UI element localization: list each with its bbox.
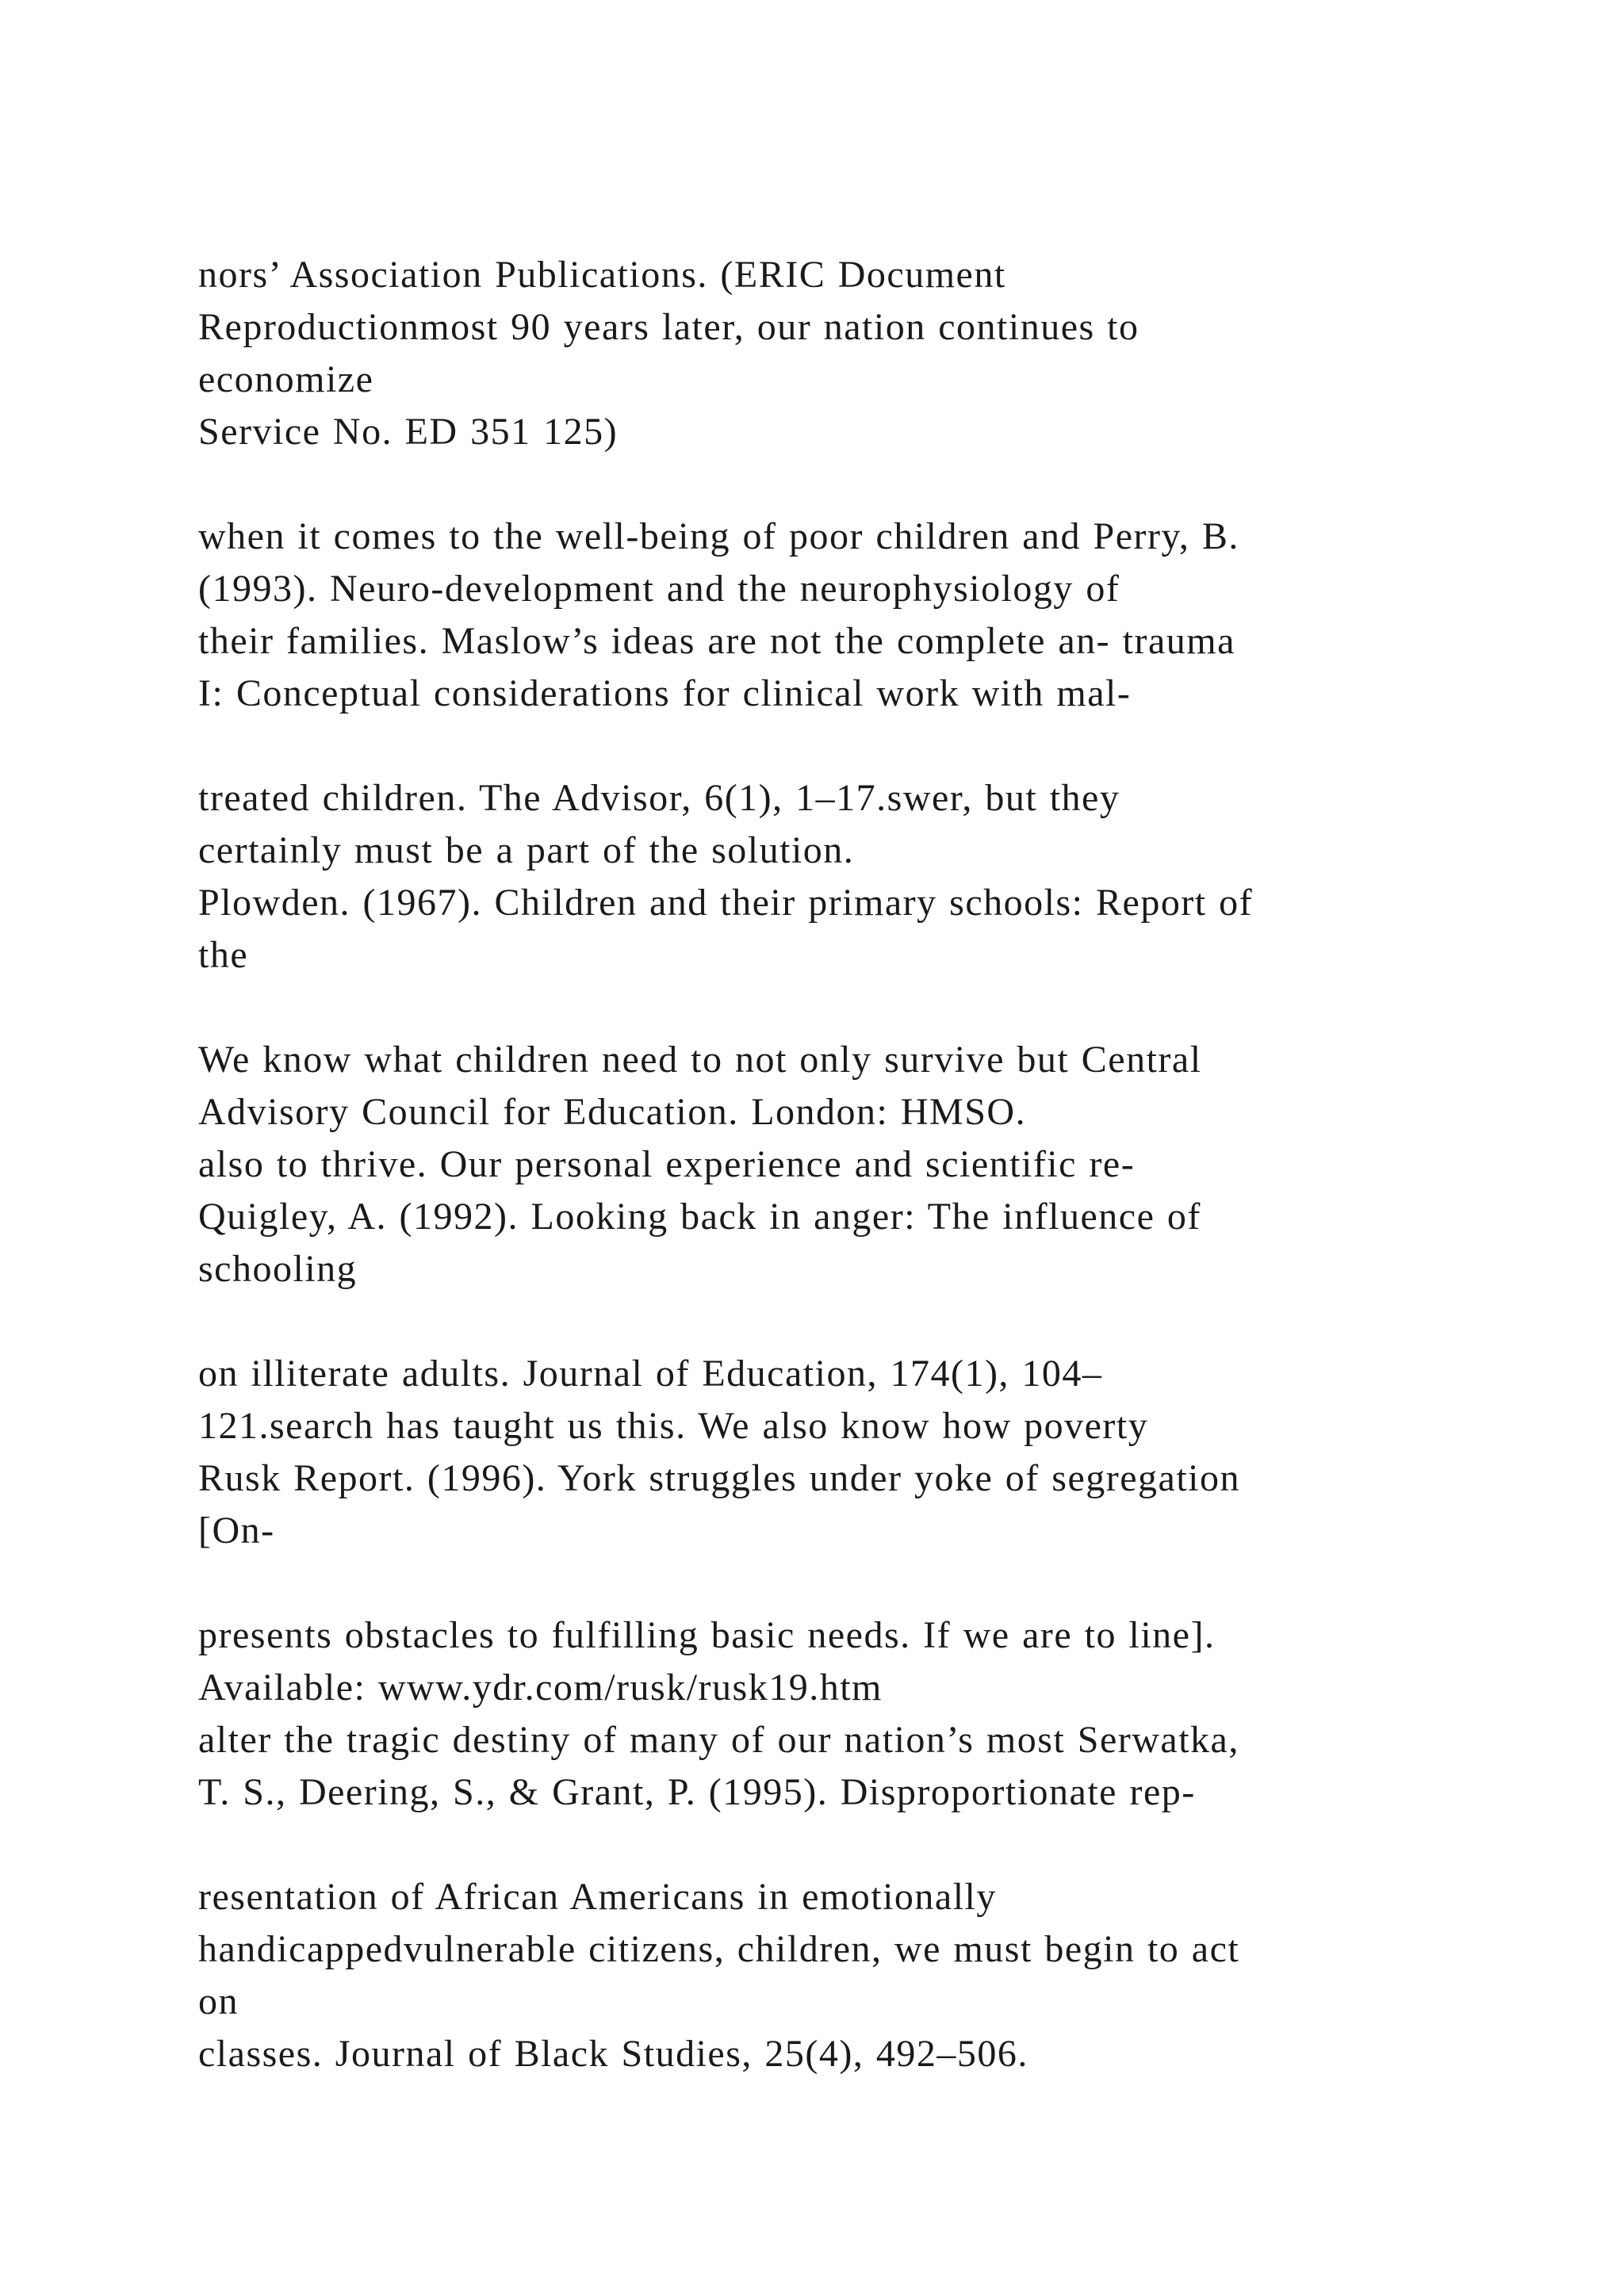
text-line: handicappedvulnerable citizens, children, we must begin to act bbox=[198, 1928, 1240, 1970]
text-line: We know what children need to not only survive but Central bbox=[198, 1039, 1202, 1081]
text-line: when it comes to the well-being of poor children and Perry, B. bbox=[198, 515, 1239, 557]
text-line: Quigley, A. (1992). Looking back in anger: The influence of bbox=[198, 1196, 1201, 1238]
document-body bbox=[198, 249, 1499, 2080]
paragraph bbox=[198, 249, 1499, 458]
text-line: nors’ Association Publications. (ERIC Document bbox=[198, 254, 1006, 296]
text-line: on bbox=[198, 1980, 239, 2022]
text-line: economize bbox=[198, 358, 374, 400]
paragraph bbox=[198, 1609, 1499, 1819]
text-line: resentation of African Americans in emotionally bbox=[198, 1876, 997, 1918]
text-line: treated children. The Advisor, 6(1), 1–17.swer, but they bbox=[198, 777, 1120, 819]
text-line: presents obstacles to fulfilling basic needs. If we are to line]. bbox=[198, 1614, 1216, 1656]
text-line: Available: www.ydr.com/rusk/rusk19.htm bbox=[198, 1667, 883, 1709]
text-line: also to thrive. Our personal experience and scientific re- bbox=[198, 1143, 1136, 1185]
text-line: [On- bbox=[198, 1510, 275, 1552]
paragraph-gap bbox=[198, 458, 1499, 511]
text-line: schooling bbox=[198, 1248, 358, 1290]
text-line: T. S., Deering, S., & Grant, P. (1995). Disproportionate rep- bbox=[198, 1771, 1196, 1813]
text-line: Plowden. (1967). Children and their primary schools: Report of bbox=[198, 882, 1254, 924]
paragraph-gap bbox=[198, 1557, 1499, 1609]
paragraph bbox=[198, 1348, 1499, 1557]
text-line: on illiterate adults. Journal of Education, 174(1), 104– bbox=[198, 1353, 1103, 1395]
paragraph bbox=[198, 1034, 1499, 1295]
paragraph-gap bbox=[198, 1295, 1499, 1348]
text-line: alter the tragic destiny of many of our nation’s most Serwatka, bbox=[198, 1719, 1239, 1761]
text-line: Service No. ED 351 125) bbox=[198, 411, 619, 453]
paragraph bbox=[198, 511, 1499, 720]
text-line: Rusk Report. (1996). York struggles under yoke of segregation bbox=[198, 1457, 1241, 1499]
text-line: (1993). Neuro-development and the neurophysiology of bbox=[198, 568, 1120, 610]
text-line: their families. Maslow’s ideas are not the complete an- trauma bbox=[198, 620, 1235, 662]
text-line: Advisory Council for Education. London: HMSO. bbox=[198, 1091, 1027, 1133]
paragraph-gap bbox=[198, 720, 1499, 772]
paragraph-gap bbox=[198, 982, 1499, 1034]
text-line: I: Conceptual considerations for clinical work with mal- bbox=[198, 672, 1132, 714]
paragraph-gap bbox=[198, 1819, 1499, 1871]
text-line: certainly must be a part of the solution. bbox=[198, 829, 855, 871]
paragraph bbox=[198, 772, 1499, 982]
text-line: the bbox=[198, 934, 249, 976]
text-line: classes. Journal of Black Studies, 25(4), 492–506. bbox=[198, 2033, 1028, 2075]
text-line: 121.search has taught us this. We also know how poverty bbox=[198, 1405, 1149, 1447]
text-line: Reproductionmost 90 years later, our nation continues to bbox=[198, 306, 1139, 348]
paragraph bbox=[198, 1871, 1499, 2080]
